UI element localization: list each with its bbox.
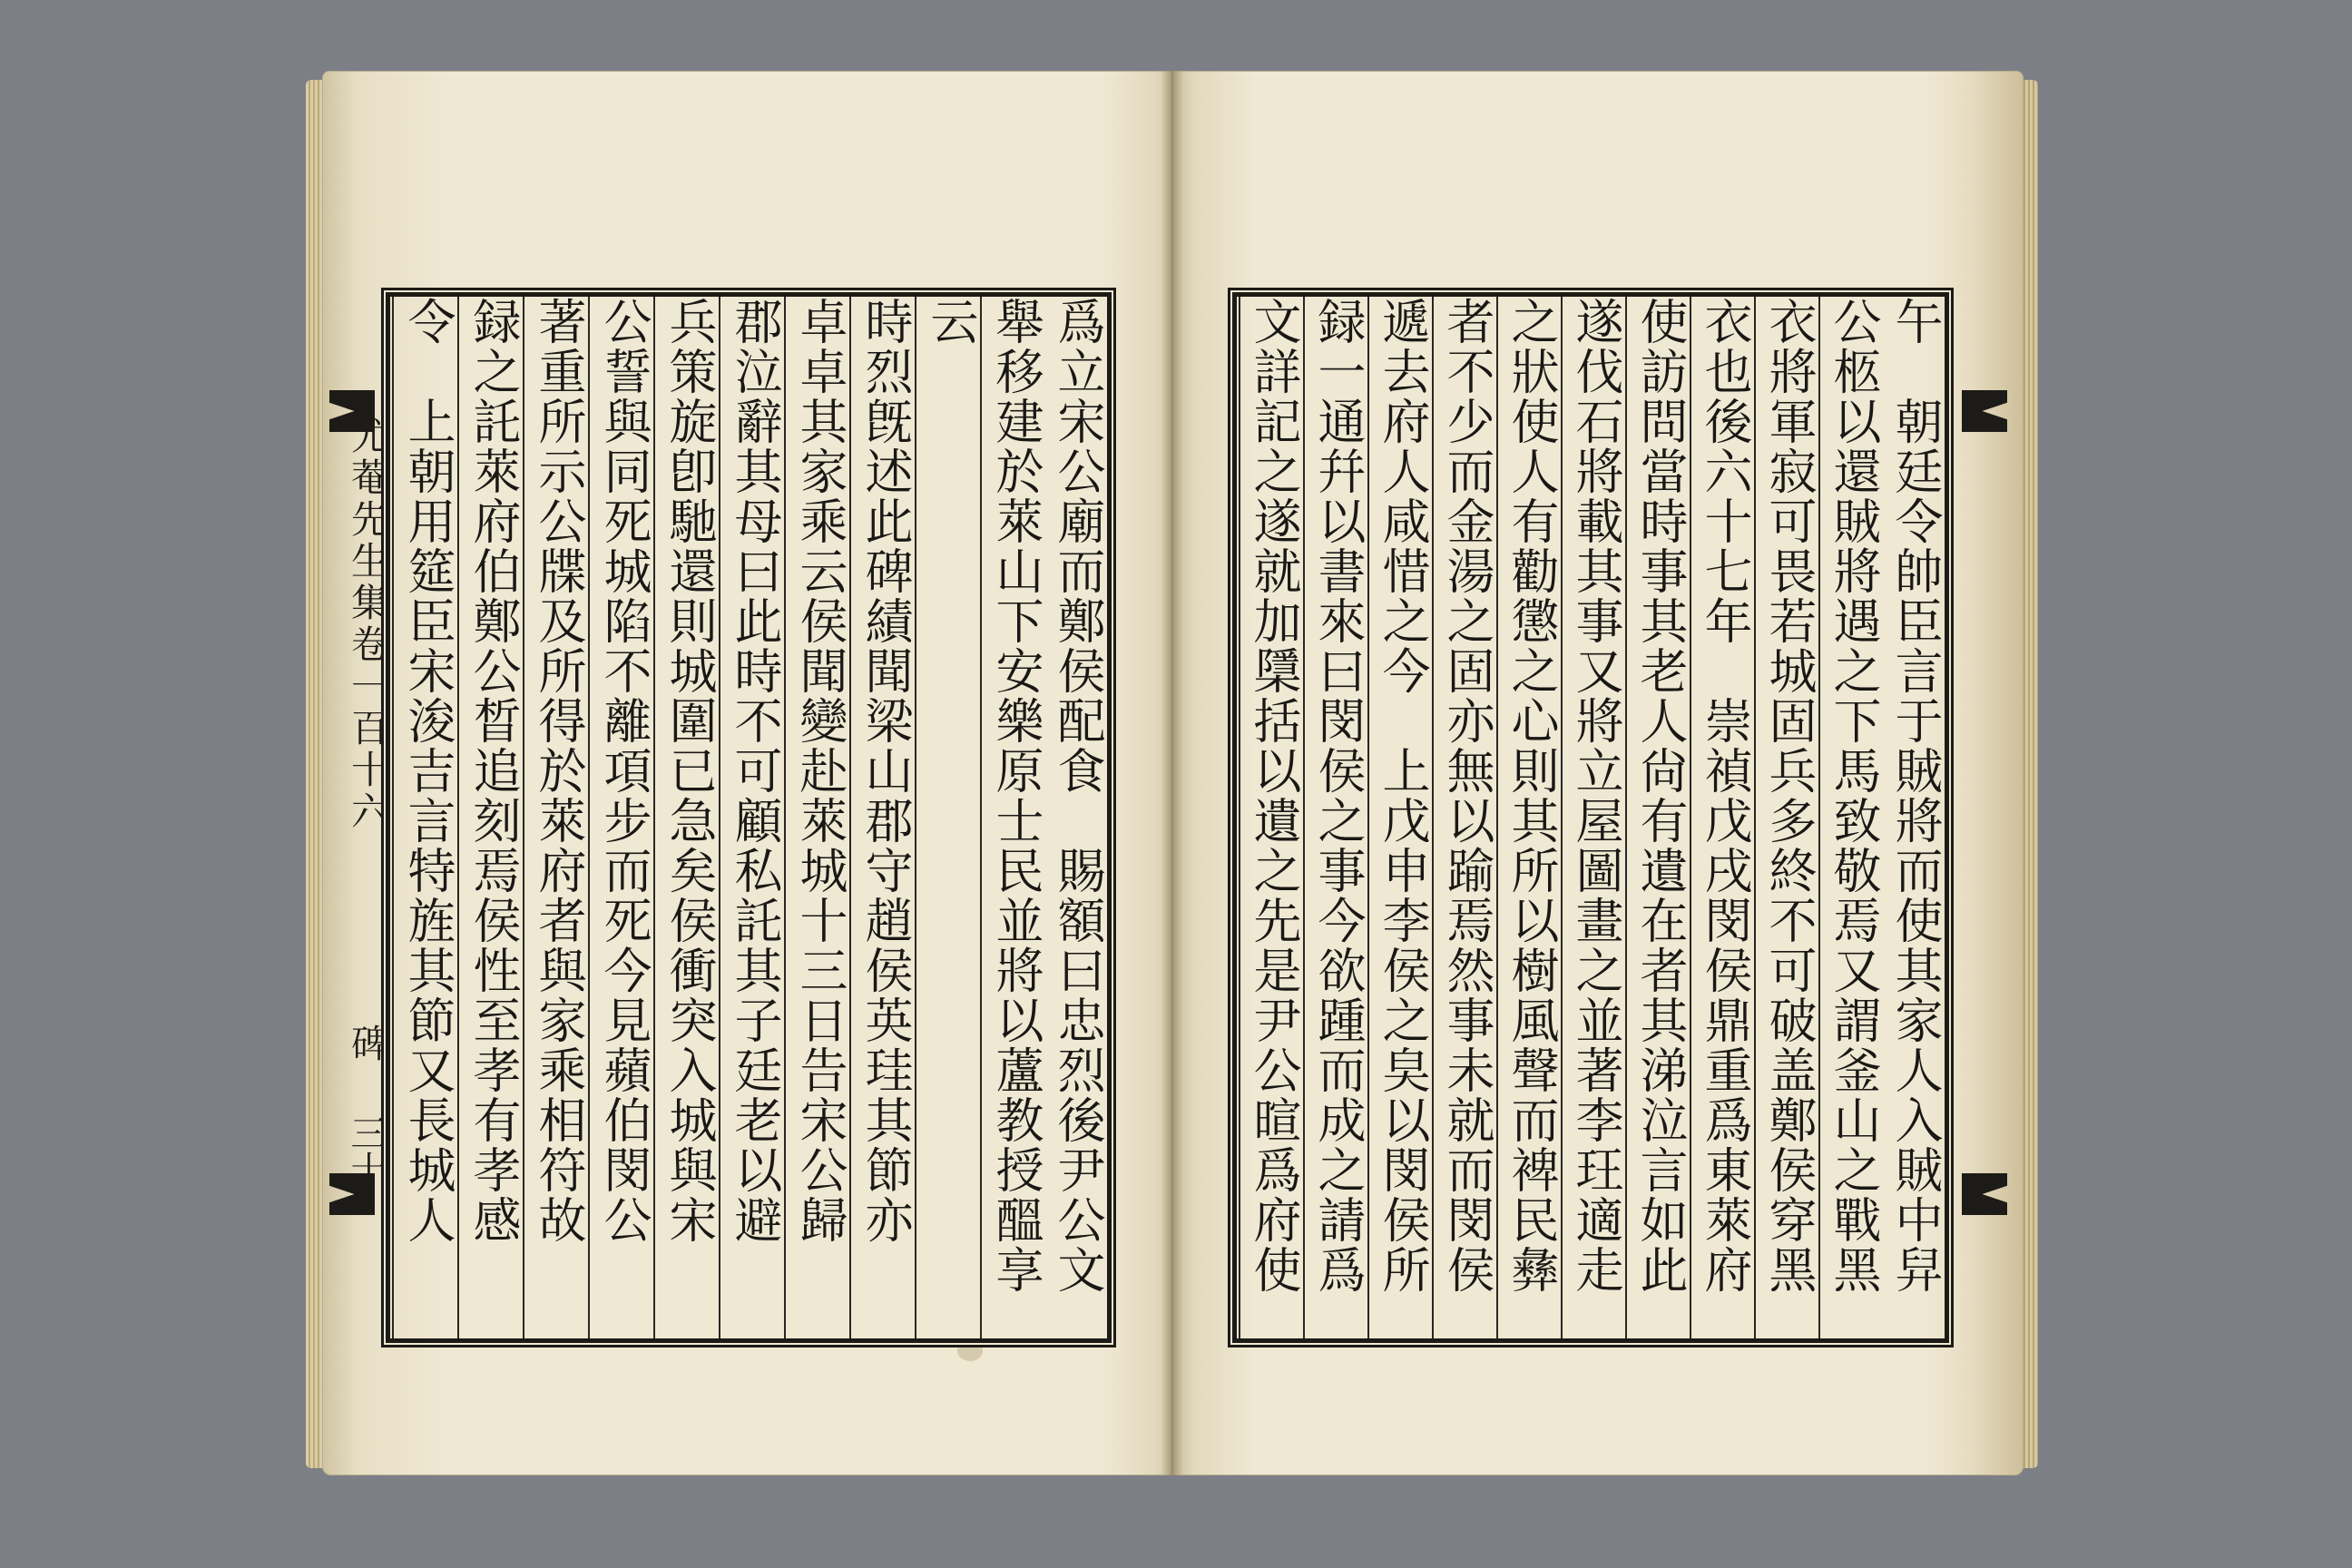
text-column: 舉移建於萊山下安樂原士民並將以蘆教授醞享: [980, 297, 1045, 1338]
text-column: 衣將軍寂可畏若城固兵多終不可破盖鄭侯穿黑: [1754, 297, 1818, 1338]
text-column: 文詳記之遂就加檃括以遺之先是尹公暄爲府使: [1239, 297, 1303, 1338]
ink-stain: [957, 1341, 983, 1361]
text-column: 兵策旋卽馳還則城圍已急矣侯衝突入城與宋: [653, 297, 719, 1338]
text-column: 遂伐石將載其事又將立屋圖畫之並著李玨適走: [1561, 297, 1625, 1338]
book-gutter: [1161, 71, 1183, 1475]
text-column: 之狀使人有勸懲之心則其所以樹風聲而裨民彝: [1496, 297, 1561, 1338]
fish-tail-mark-top: [1962, 390, 2007, 432]
text-column: 公柩以還賊將遇之下馬致敬焉又謂釜山之戰黑: [1818, 297, 1883, 1338]
text-column: 郡泣辭其母曰此時不可顧私託其子廷老以避: [719, 297, 784, 1338]
text-column: 録之託萊府伯鄭公晳追刻焉侯性至孝有孝感: [457, 297, 523, 1338]
text-frame-left: [386, 292, 1112, 1343]
text-column: 著重所示公牒及所得於萊府者與家乘相符故: [523, 297, 588, 1338]
page-number: 三十: [345, 1114, 387, 1187]
text-column: 遞去府人咸惜之今 上戊申李侯之㚖以閔侯所: [1367, 297, 1432, 1338]
text-column: 云: [915, 297, 980, 1338]
text-column: 午 朝廷令帥臣言于賊將而使其家人入賊中舁: [1887, 297, 1943, 1295]
text-column: 時烈旣述此碑績聞梁山郡守趙侯英珪其節亦: [849, 297, 915, 1338]
text-column: 衣也後六十七年 崇禎戊戌閔侯鼎重爲東萊府: [1690, 297, 1754, 1338]
right-page: [1172, 71, 2024, 1475]
text-column: 令 上朝用筵臣宋浚吉言特旌其節又長城人: [392, 297, 457, 1338]
text-column: 公誓與同死城陷不離項步而死今見蘋伯閔公: [588, 297, 653, 1338]
text-column: 卓卓其家乘云侯聞變赴萊城十三日告宋公歸: [784, 297, 849, 1338]
margin-section: 碑: [346, 1024, 390, 1065]
text-frame-right: [1232, 292, 1949, 1343]
text-column: 者不少而金湯之固亦無以踰焉然事未就而閔侯: [1432, 297, 1496, 1338]
text-column: 使訪問當時事其老人尙有遺在者其涕泣言如此: [1625, 297, 1690, 1338]
text-column: 爲立宋公廟而鄭侯配食 賜額曰忠烈後尹公文: [1050, 297, 1105, 1295]
left-page: [322, 71, 1172, 1475]
open-book: [322, 71, 2024, 1475]
fish-tail-mark-bottom: [1962, 1173, 2007, 1215]
text-column: 録一通幷以書來曰閔侯之事今欲踵而成之請爲: [1303, 297, 1367, 1338]
margin-title: 尤菴先生集卷一百十六: [346, 416, 390, 833]
